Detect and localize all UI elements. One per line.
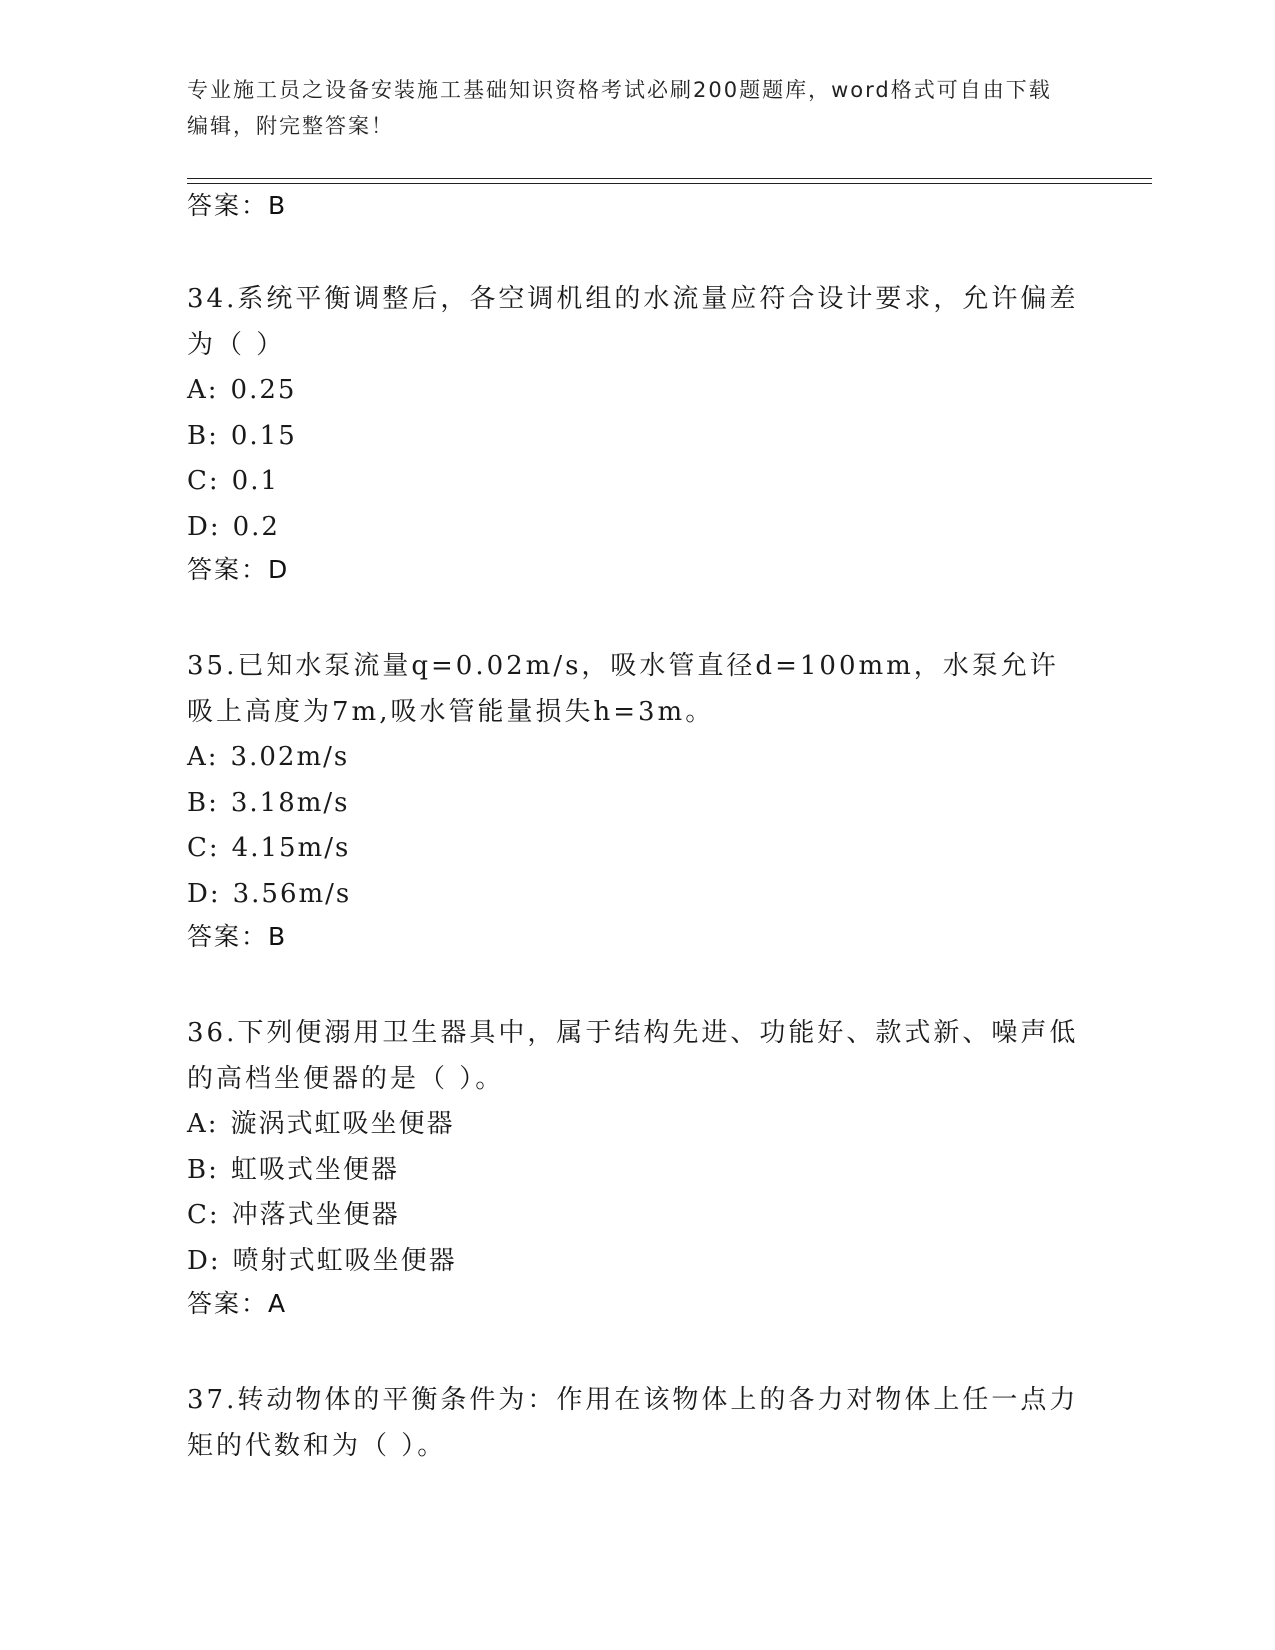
option-a bbox=[187, 368, 1087, 414]
option-value: 3.02m/s bbox=[230, 742, 350, 772]
option-key: C: bbox=[187, 833, 220, 863]
question-text: 34.系统平衡调整后，各空调机组的水流量应符合设计要求，允许偏差为（ ） bbox=[187, 284, 1079, 360]
option-key: D: bbox=[187, 511, 221, 542]
option-value: 0.1 bbox=[231, 466, 280, 496]
option-value: 漩涡式虹吸坐便器 bbox=[230, 1109, 455, 1139]
option-b bbox=[187, 781, 1087, 827]
document-header bbox=[187, 72, 1067, 144]
option-key: C: bbox=[187, 466, 220, 496]
option-d bbox=[187, 872, 1087, 918]
header-text: 专业施工员之设备安装施工基础知识资格考试必刷200题题库，word格式可自由下载编辑，附完整答案！ bbox=[187, 78, 1052, 138]
option-d bbox=[187, 505, 1087, 551]
answer-line bbox=[187, 186, 287, 226]
option-b bbox=[187, 1148, 1087, 1194]
answer-label: 答案： bbox=[187, 191, 269, 220]
option-value: 0.15 bbox=[230, 420, 297, 451]
option-key: A: bbox=[187, 1109, 219, 1139]
answer-label: 答案： bbox=[187, 555, 269, 584]
answer-label: 答案： bbox=[187, 922, 269, 951]
answer-label: 答案： bbox=[187, 1289, 269, 1318]
option-value: 冲落式坐便器 bbox=[231, 1200, 400, 1230]
answer-value: B bbox=[268, 191, 288, 220]
option-b bbox=[187, 414, 1087, 460]
option-a bbox=[187, 735, 1087, 781]
option-key: C: bbox=[187, 1200, 220, 1230]
option-key: D: bbox=[187, 878, 221, 909]
option-c bbox=[187, 459, 1087, 505]
answer-line bbox=[187, 917, 287, 957]
option-key: A: bbox=[187, 742, 219, 772]
question-37 bbox=[187, 1377, 1087, 1469]
header-divider-bottom bbox=[187, 183, 1152, 184]
option-key: B: bbox=[187, 420, 219, 451]
option-key: A: bbox=[187, 375, 219, 405]
option-value: 3.18m/s bbox=[230, 787, 350, 818]
answer-line bbox=[187, 1284, 287, 1324]
question-34 bbox=[187, 276, 1087, 550]
option-value: 喷射式虹吸坐便器 bbox=[232, 1245, 457, 1276]
answer-line bbox=[187, 550, 289, 590]
option-value: 虹吸式坐便器 bbox=[230, 1154, 399, 1185]
option-value: 4.15m/s bbox=[231, 833, 351, 863]
option-key: B: bbox=[187, 1154, 219, 1185]
option-key: D: bbox=[187, 1245, 221, 1276]
option-c bbox=[187, 826, 1087, 872]
option-c bbox=[187, 1193, 1087, 1239]
option-d bbox=[187, 1239, 1087, 1285]
answer-value: D bbox=[268, 555, 290, 584]
option-value: 0.25 bbox=[230, 375, 297, 405]
question-text: 35.已知水泵流量q=0.02m/s，吸水管直径d=100mm，水泵允许吸上高度为7m,吸水管能量损失h=3m。 bbox=[187, 651, 1059, 727]
option-value: 0.2 bbox=[232, 511, 280, 542]
option-value: 3.56m/s bbox=[232, 878, 352, 909]
option-a bbox=[187, 1102, 1087, 1148]
answer-value: A bbox=[268, 1289, 288, 1318]
answer-value: B bbox=[268, 922, 288, 951]
header-divider-top bbox=[187, 178, 1152, 179]
option-key: B: bbox=[187, 787, 219, 818]
question-text: 37.转动物体的平衡条件为：作用在该物体上的各力对物体上任一点力矩的代数和为（ ）。 bbox=[187, 1385, 1079, 1461]
question-35 bbox=[187, 643, 1087, 917]
question-36 bbox=[187, 1010, 1087, 1284]
question-text: 36.下列便溺用卫生器具中，属于结构先进、功能好、款式新、噪声低的高档坐便器的是（ ）。 bbox=[187, 1018, 1079, 1094]
